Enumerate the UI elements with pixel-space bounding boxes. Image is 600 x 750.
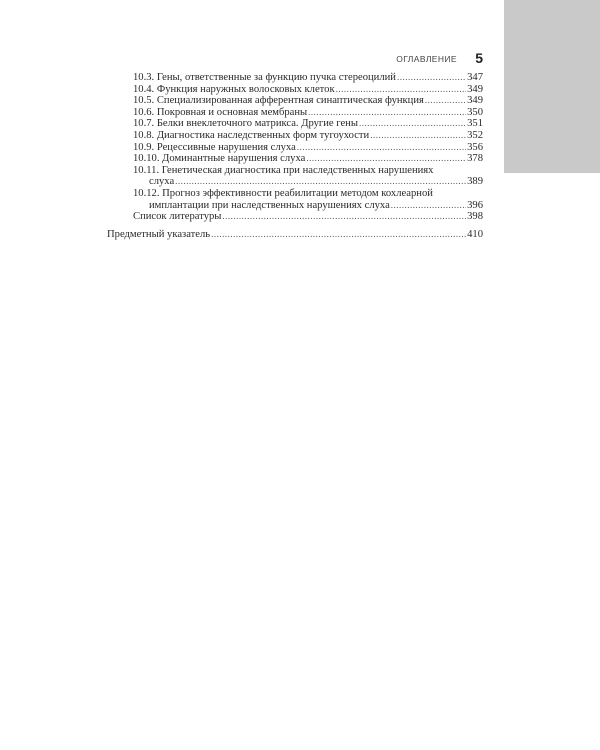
toc-leader: [297, 142, 466, 154]
toc-entry-10-7[interactable]: [107, 118, 483, 130]
toc-entry-10-10[interactable]: [107, 153, 483, 165]
toc-entry-title: 10.10. Доминантные нарушения слуха: [133, 153, 306, 165]
toc-entry-page: 352: [467, 129, 483, 141]
toc-entry-title: 10.12. Прогноз эффективности реабилитации методом кохлеарной: [133, 187, 433, 199]
toc-leader: [211, 229, 466, 241]
toc-entry-page: 398: [467, 211, 483, 223]
page-number: 5: [475, 50, 483, 66]
toc-leader: [336, 84, 467, 96]
toc-entry-10-11[interactable]: [107, 165, 483, 188]
toc-entry-title-continued: имплантации при наследственных нарушениях слуха: [149, 199, 390, 211]
toc-entry-title-continued: слуха: [149, 176, 175, 188]
toc-leader: [391, 200, 466, 212]
toc-leader: [359, 118, 466, 130]
toc-entry-title: 10.11. Генетическая диагностика при наследственных нарушениях: [133, 164, 434, 176]
toc-entry-10-12[interactable]: [107, 188, 483, 211]
toc-entry-10-4[interactable]: [107, 84, 483, 96]
chapter-tab: [504, 0, 600, 173]
toc-entry-subject-index[interactable]: [107, 229, 483, 241]
toc-entry-page: 378: [467, 153, 483, 165]
toc-entry-page: 396: [467, 199, 483, 211]
toc-entry-bibliography[interactable]: [107, 211, 483, 223]
toc-entry-title: 10.4. Функция наружных волосковых клеток: [133, 83, 335, 95]
toc-entry-10-5[interactable]: [107, 95, 483, 107]
toc-leader: [370, 130, 466, 142]
toc-entry-page: 356: [467, 141, 483, 153]
toc-entry-10-9[interactable]: [107, 142, 483, 154]
toc-entry-page: 389: [467, 176, 483, 188]
toc-entry-title: 10.3. Гены, ответственные за функцию пучка стереоцилий: [133, 72, 396, 83]
table-of-contents: [107, 72, 483, 240]
toc-leader: [308, 107, 466, 119]
toc-entry-10-6[interactable]: [107, 107, 483, 119]
toc-entry-title: 10.9. Рецессивные нарушения слуха: [133, 141, 296, 153]
toc-leader: [306, 153, 466, 165]
toc-leader: [222, 211, 466, 223]
toc-entry-title: Предметный указатель: [107, 228, 211, 240]
toc-entry-page: 351: [467, 118, 483, 130]
toc-entry-title: Список литературы: [133, 211, 222, 223]
running-head-section: ОГЛАВЛЕНИЕ: [396, 54, 457, 64]
toc-entry-page: 350: [467, 106, 483, 118]
toc-entry-page: 349: [467, 95, 483, 107]
toc-entry-10-8[interactable]: [107, 130, 483, 142]
toc-entry-title: 10.7. Белки внеклеточного матрикса. Другие гены: [133, 118, 358, 130]
toc-entry-title: 10.6. Покровная и основная мембраны: [133, 106, 308, 118]
running-head: [380, 51, 483, 69]
toc-entry-page: 347: [467, 72, 483, 83]
toc-leader: [175, 176, 466, 188]
toc-entry-page: 410: [467, 228, 483, 240]
toc-leader: [397, 72, 466, 84]
toc-entry-title: 10.5. Специализированная афферентная синаптическая функция: [133, 95, 424, 107]
toc-entry-page: 349: [467, 83, 483, 95]
toc-leader: [425, 95, 466, 107]
toc-entry-title: 10.8. Диагностика наследственных форм тугоухости: [133, 129, 370, 141]
toc-entry-10-3[interactable]: [107, 72, 483, 84]
